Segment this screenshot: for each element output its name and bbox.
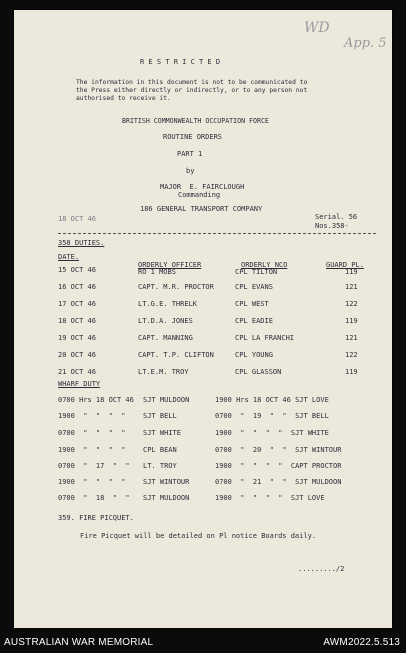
duty-nco: CPL GLASSON bbox=[235, 368, 282, 376]
wharf-relief: 0700 " 21 " " SJT MULDOON bbox=[215, 478, 342, 486]
duty-nco: CPL LA FRANCHI bbox=[235, 334, 295, 342]
wharf-duty-title: WHARF DUTY bbox=[58, 380, 101, 388]
col-orderly-officer: ORDERLY OFFICER bbox=[138, 261, 202, 269]
handwritten-mark-wd: WD bbox=[304, 20, 330, 36]
fire-picquet-text: Fire Picquet will be detailed on Pl notice Boards daily. bbox=[80, 532, 317, 540]
col-guard-pl: GUARD PL. bbox=[326, 261, 364, 269]
wharf-relief: 0700 " 19 " " SJT BELL bbox=[215, 412, 329, 420]
duty-officer: CAPT. MANNING bbox=[138, 334, 193, 342]
wharf-person: SJT BELL bbox=[143, 412, 177, 420]
duty-guard: 122 bbox=[345, 351, 358, 359]
unit-name: 186 GENERAL TRANSPORT COMPANY bbox=[140, 205, 263, 213]
duty-guard: 119 bbox=[345, 368, 358, 376]
duty-guard: 121 bbox=[345, 334, 358, 342]
order-numbers: Nos.358- bbox=[315, 222, 349, 230]
wharf-person: LT. TROY bbox=[143, 462, 177, 470]
duty-date: 18 OCT 46 bbox=[58, 317, 96, 325]
notice-line-3: authorised to receive it. bbox=[76, 95, 171, 102]
duty-date: 21 OCT 46 bbox=[58, 368, 96, 376]
col-orderly-nco: ORDERLY NCO bbox=[241, 261, 288, 269]
duty-date: 17 OCT 46 bbox=[58, 300, 96, 308]
header-divider bbox=[58, 233, 376, 234]
col-guard-pl-sub: 119 bbox=[345, 268, 358, 276]
wharf-relief: 0700 " 20 " " SJT WINTOUR bbox=[215, 446, 342, 454]
wharf-relief: 1900 Hrs 18 OCT 46 SJT LOVE bbox=[215, 396, 329, 404]
routine-orders-title: ROUTINE ORDERS bbox=[163, 133, 223, 141]
wharf-relief: 1900 " " " " SJT WHITE bbox=[215, 429, 329, 437]
col-sub-heading: RO 1 MOBS bbox=[138, 268, 176, 276]
wharf-start: 1900 " " " " bbox=[58, 446, 126, 454]
duty-date: 20 OCT 46 bbox=[58, 351, 96, 359]
duty-nco: CPL EADIE bbox=[235, 317, 273, 325]
col-orderly-nco-sub: CPL TILTON bbox=[235, 268, 278, 276]
duty-first-date: 15 OCT 46 bbox=[58, 266, 96, 274]
wharf-person: SJT MULDOON bbox=[143, 396, 190, 404]
duty-date: 19 OCT 46 bbox=[58, 334, 96, 342]
wharf-start: 0700 Hrs 18 OCT 46 bbox=[58, 396, 134, 404]
duty-guard: 122 bbox=[345, 300, 358, 308]
wharf-relief: 1900 " " " " SJT LOVE bbox=[215, 494, 325, 502]
duty-date: 16 OCT 46 bbox=[58, 283, 96, 291]
wharf-person: SJT WINTOUR bbox=[143, 478, 190, 486]
commander-name: MAJOR E. FAIRCLOUGH bbox=[160, 183, 245, 191]
duty-officer: LT.G.E. THRELK bbox=[138, 300, 198, 308]
wharf-relief: 1900 " " " " CAPT PROCTOR bbox=[215, 462, 342, 470]
wharf-start: 0700 " " " " bbox=[58, 429, 126, 437]
continuation-marker: ........./2 bbox=[298, 565, 345, 573]
duty-officer: CAPT. T.P. CLIFTON bbox=[138, 351, 214, 359]
col-date: DATE. bbox=[58, 253, 80, 261]
duty-nco: CPL EVANS bbox=[235, 283, 273, 291]
footer-source: AUSTRALIAN WAR MEMORIAL bbox=[4, 637, 154, 648]
duty-officer: CAPT. M.R. PROCTOR bbox=[138, 283, 214, 291]
serial-number: Serial. 56 bbox=[315, 213, 358, 221]
duty-guard: 119 bbox=[345, 317, 358, 325]
duty-guard: 121 bbox=[345, 283, 358, 291]
wharf-person: SJT WHITE bbox=[143, 429, 181, 437]
wharf-start: 0700 " 18 " " bbox=[58, 494, 130, 502]
wharf-start: 0700 " 17 " " bbox=[58, 462, 130, 470]
duty-officer: LT.E.M. TROY bbox=[138, 368, 189, 376]
restricted-heading: R E S T R I C T E D bbox=[140, 58, 221, 66]
fire-picquet-title: 359. FIRE PICQUET. bbox=[58, 514, 134, 522]
footer-accession: AWM2022.5.513 bbox=[323, 637, 400, 648]
notice-line-2: the Press either directly or indirectly, or to any person not bbox=[76, 87, 308, 94]
duties-title: 358 DUTIES. bbox=[58, 239, 105, 247]
document-date: 18 OCT 46 bbox=[58, 215, 96, 223]
wharf-start: 1900 " " " " bbox=[58, 412, 126, 420]
duty-officer: LT.D.A. JONES bbox=[138, 317, 193, 325]
commanding-label: Commanding bbox=[178, 191, 221, 199]
wharf-person: CPL BEAN bbox=[143, 446, 177, 454]
duty-nco: CPL WEST bbox=[235, 300, 269, 308]
part-label: PART 1 bbox=[177, 150, 203, 158]
notice-line-1: The information in this document is not to be communicated to bbox=[76, 79, 308, 86]
organisation-title: BRITISH COMMONWEALTH OCCUPATION FORCE bbox=[122, 117, 269, 125]
by-label: by bbox=[186, 167, 195, 175]
wharf-start: 1900 " " " " bbox=[58, 478, 126, 486]
wharf-person: SJT MULDOON bbox=[143, 494, 190, 502]
handwritten-mark-app: App. 5 bbox=[344, 36, 387, 51]
duty-nco: CPL YOUNG bbox=[235, 351, 273, 359]
